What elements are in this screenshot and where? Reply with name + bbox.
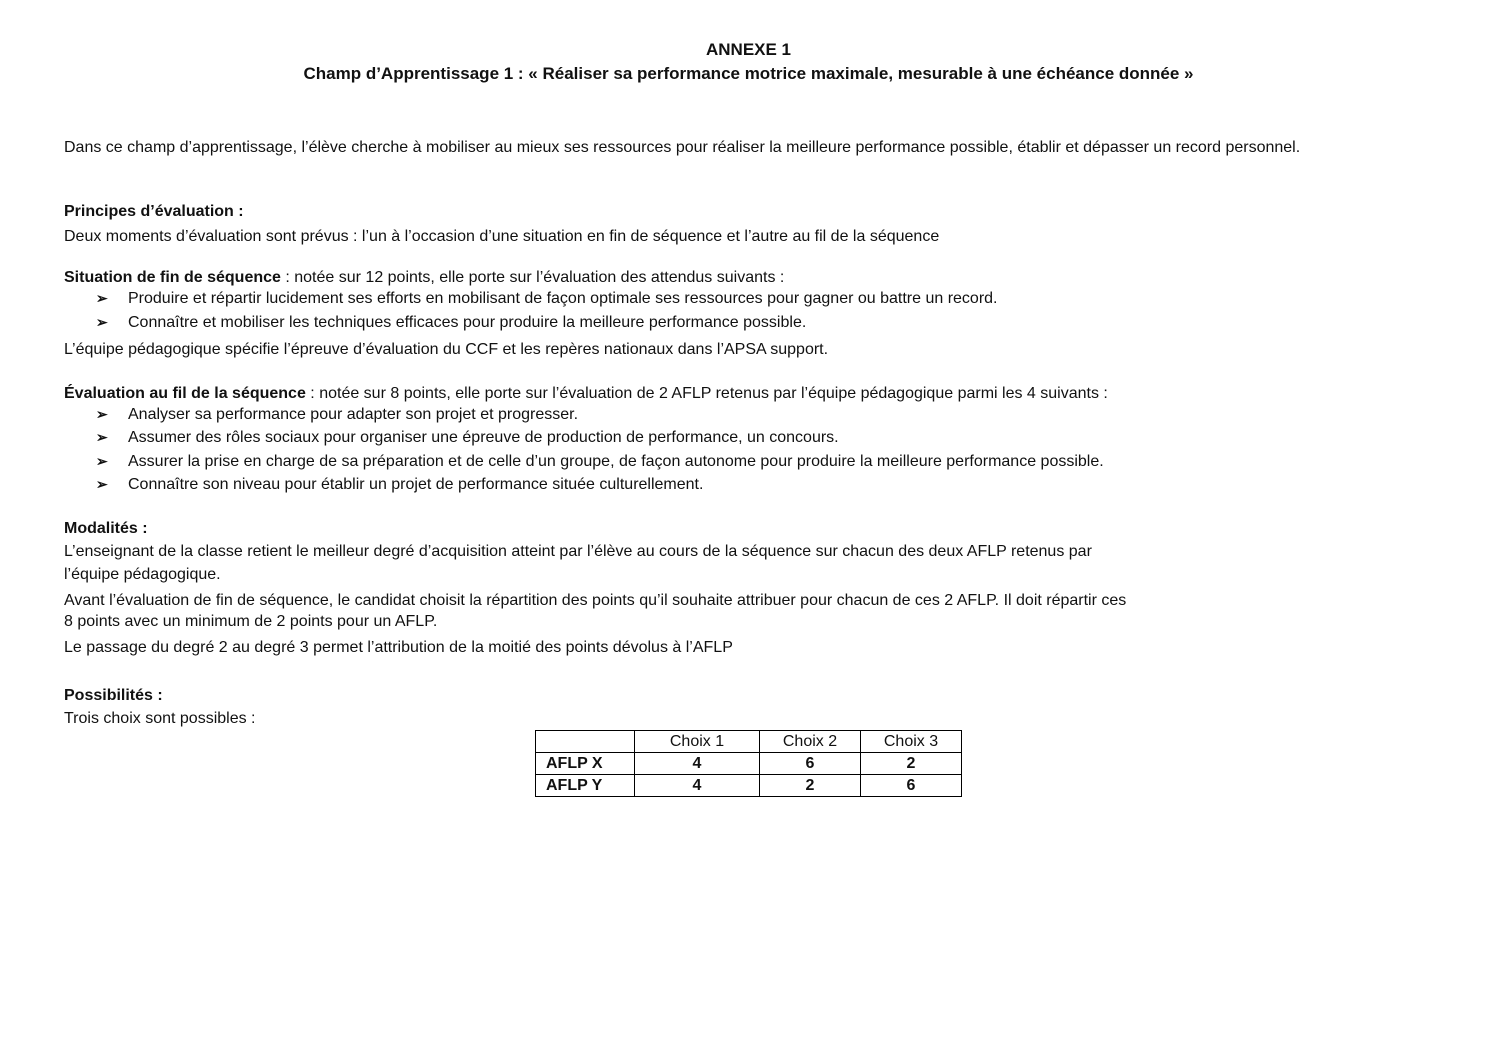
table-row (536, 753, 962, 775)
modalites-p1b: l’équipe pédagogique. (64, 566, 221, 583)
modalites-p2b: 8 points avec un minimum de 2 points pour un AFLP. (64, 613, 438, 630)
modalites-p3: Le passage du degré 2 au degré 3 permet l’attribution de la moitié des points dévolus à l’AFLP (64, 639, 733, 656)
modalites-p1a: L’enseignant de la classe retient le meilleur degré d’acquisition atteint par l’élève au cours de la séquence sur chacun des deux AFLP retenus par (64, 543, 1092, 560)
principes-text: Deux moments d’évaluation sont prévus : l’un à l’occasion d’une situation en fin de séquence et l’autre au fil de la séquence (64, 228, 940, 245)
value-cell: 4 (635, 775, 760, 797)
value-cell: 2 (760, 775, 861, 797)
header-cell: Choix 2 (760, 731, 861, 753)
header-cell: Choix 3 (861, 731, 962, 753)
situation-note: L’équipe pédagogique spécifie l’épreuve d’évaluation du CCF et les repères nationaux dans l’APSA support. (64, 341, 829, 358)
bullet-text: Connaître son niveau pour établir un projet de performance située culturellement. (128, 476, 704, 493)
value-cell: 6 (760, 753, 861, 775)
row-header-cell: AFLP X (536, 753, 635, 775)
bullet-text: Analyser sa performance pour adapter son projet et progresser. (128, 406, 579, 423)
list-item (96, 403, 578, 426)
fil-line (64, 382, 1428, 405)
principes-heading: Principes d’évaluation : (64, 203, 244, 220)
value-cell: 6 (861, 775, 962, 797)
fil-heading: Évaluation au fil de la séquence (64, 385, 306, 402)
bullet-text: Connaître et mobiliser les techniques efficaces pour produire la meilleure performance possible. (128, 314, 807, 331)
value-cell: 4 (635, 753, 760, 775)
arrow-bullet-icon: ➢ (96, 429, 108, 445)
list-item (96, 473, 703, 496)
annexe-title: ANNEXE 1 (705, 40, 792, 59)
champ-title: Champ d’Apprentissage 1 : « Réaliser sa performance motrice maximale, mesurable à une échéance donnée » (303, 64, 1194, 83)
list-item (96, 311, 806, 334)
situation-text: : notée sur 12 points, elle porte sur l’évaluation des attendus suivants : (280, 269, 785, 286)
situation-heading: Situation de fin de séquence (64, 269, 281, 286)
header-cell: Choix 1 (635, 731, 760, 753)
bullet-text: Produire et répartir lucidement ses efforts en mobilisant de façon optimale ses ressources pour gagner ou battre un record. (128, 290, 998, 307)
list-item (96, 450, 1104, 473)
situation-line (64, 266, 1428, 289)
arrow-bullet-icon: ➢ (96, 314, 108, 330)
arrow-bullet-icon: ➢ (96, 476, 108, 492)
possibilites-heading: Possibilités : (64, 687, 163, 704)
arrow-bullet-icon: ➢ (96, 453, 108, 469)
list-item (96, 426, 839, 449)
arrow-bullet-icon: ➢ (96, 406, 108, 422)
fil-text: : notée sur 8 points, elle porte sur l’évaluation de 2 AFLP retenus par l’équipe pédagogique parmi les 4 suivants : (305, 385, 1108, 402)
table-header-row (536, 731, 962, 753)
row-header-cell: AFLP Y (536, 775, 635, 797)
choices-table (535, 730, 962, 797)
bullet-text: Assumer des rôles sociaux pour organiser une épreuve de production de performance, un concours. (128, 429, 839, 446)
possibilites-text: Trois choix sont possibles : (64, 710, 256, 727)
bullet-text: Assurer la prise en charge de sa préparation et de celle d’un groupe, de façon autonome pour produire la meilleure performance possible. (128, 453, 1104, 470)
arrow-bullet-icon: ➢ (96, 290, 108, 306)
list-item (96, 287, 998, 310)
intro-paragraph: Dans ce champ d’apprentissage, l’élève cherche à mobiliser au mieux ses ressources pour réaliser la meilleure performance possible, établir et dépasser un record personnel. (64, 139, 1301, 156)
modalites-heading: Modalités : (64, 520, 148, 537)
modalites-p2a: Avant l’évaluation de fin de séquence, le candidat choisit la répartition des points qu’il souhaite attribuer pour chacun de ces 2 AFLP. Il doit répartir ces (64, 592, 1127, 609)
table-row (536, 775, 962, 797)
value-cell: 2 (861, 753, 962, 775)
header-cell (536, 731, 635, 753)
